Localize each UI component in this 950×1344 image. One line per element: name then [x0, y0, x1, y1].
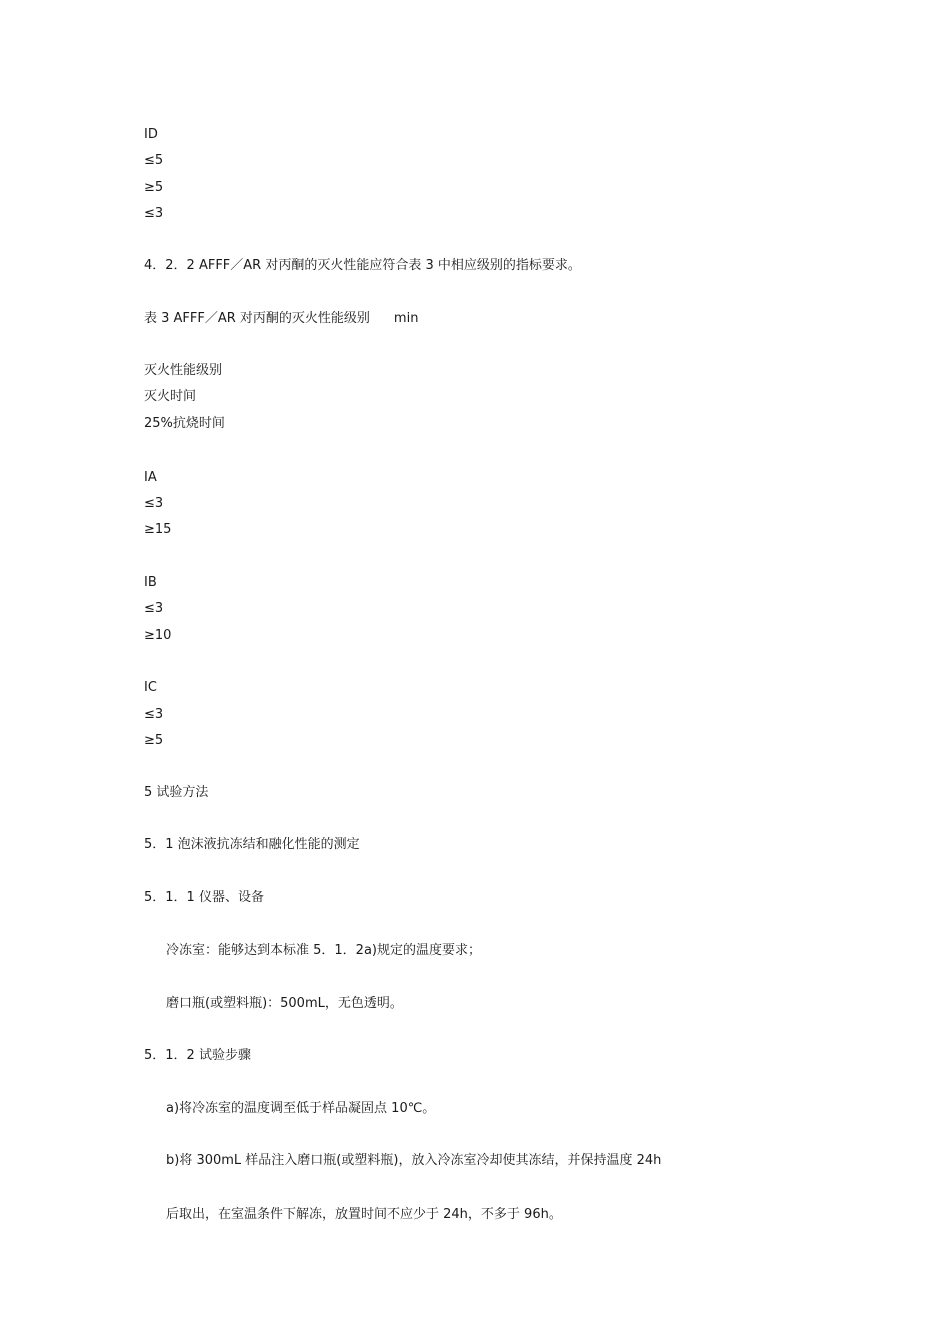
table3-header-burnback: 25%抗烧时间 [144, 416, 225, 431]
table2-level-id: ID [144, 127, 158, 142]
table3-unit: min [393, 311, 419, 326]
equipment-item: 冷冻室：能够达到本标准 5．1．2a)规定的温度要求； [166, 943, 481, 958]
section-5-1-1-heading: 5．1．1 仪器、设备 [144, 890, 264, 905]
table3-header-extinguish: 灭火时间 [144, 389, 197, 404]
table3-row-extinguish: ≤3 [144, 496, 164, 511]
section-4-2-2-paragraph: 4．2．2 AFFF／AR 对丙酮的灭火性能应符合表 3 中相应级别的指标要求。 [144, 258, 581, 273]
section-5-heading: 5 试验方法 [144, 785, 209, 800]
table3-row-level: IA [144, 470, 157, 485]
section-5-1-2-heading: 5．1．2 试验步骤 [144, 1048, 251, 1063]
table2-burnback-value: ≥5 [144, 180, 164, 195]
table3-row-extinguish: ≤3 [144, 601, 164, 616]
table3-caption-line [144, 310, 418, 328]
equipment-item: 磨口瓶(或塑料瓶)：500mL，无色透明。 [166, 996, 403, 1011]
table3-row-burnback: ≥10 [144, 628, 172, 643]
table3-row-burnback: ≥15 [144, 522, 172, 537]
table2-extra-value: ≤3 [144, 206, 164, 221]
table3-row-level: IC [144, 680, 157, 695]
table3-header-level: 灭火性能级别 [144, 363, 223, 378]
procedure-step: a)将冷冻室的温度调至低于样品凝固点 10℃。 [166, 1101, 436, 1116]
table3-row-level: IB [144, 575, 157, 590]
table2-extinguish-value: ≤5 [144, 153, 164, 168]
procedure-step: b)将 300mL 样品注入磨口瓶(或塑料瓶)，放入冷冻室冷却使其冻结，并保持温度 24h [166, 1153, 662, 1168]
table3-row-extinguish: ≤3 [144, 707, 164, 722]
table3-caption: 表 3 AFFF／AR 对丙酮的灭火性能级别 [144, 311, 370, 326]
procedure-step: 后取出，在室温条件下解冻，放置时间不应少于 24h，不多于 96h。 [166, 1207, 562, 1222]
table3-row-burnback: ≥5 [144, 733, 164, 748]
section-5-1-heading: 5．1 泡沫液抗冻结和融化性能的测定 [144, 837, 360, 852]
